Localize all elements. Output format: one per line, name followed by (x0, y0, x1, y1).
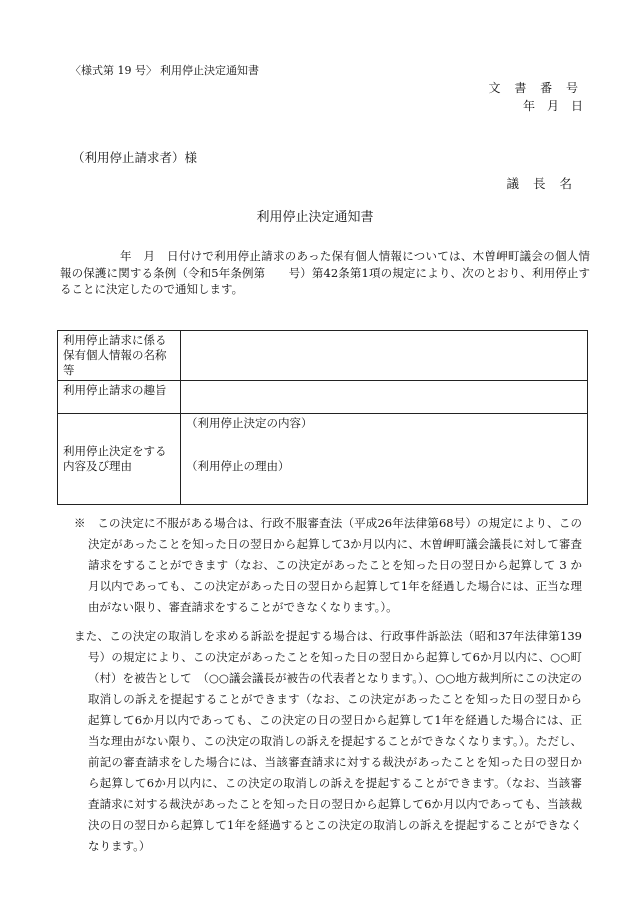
decision-reason-label: （利用停止の理由） (186, 458, 290, 473)
table-row (58, 413, 588, 504)
table-value-info-name (181, 331, 588, 381)
lawsuit-notice: また、この決定の取消しを求める訴訟を提起する場合は、行政事件訴訟法（昭和37年法律第139号）の規定により、この決定があったことを知った日の翌日から起算して6か月以内に、○○町（村）を被告として （○○議会議長が被告の代表者となります。）、○○地方裁判所にこの決定の取消しの訴えを提起することができます（なお、この決定があったことを知った日の翌日から起算して6か月以内であっても、この決定の日の翌日から起算して1年を経過した場合には、正当な理由がない限り、この決定の取消しの訴えを提起することができなくなります。）。ただし、前記の審査請求をした場合には、当該審査請求に対する裁決があったことを知った日の翌日から起算して6か月以内に、この決定の取消しの訴えを提起することができます。（なお、当該審査請求に対する裁決があったことを知った日の翌日から起算して6か月以内であっても、当該裁決の日の翌日から起算して1年を経過するとこの決定の取消しの訴えを提起することができなくなります。） (74, 629, 582, 853)
form-number-label: 〈様式第 19 号〉 (70, 64, 157, 77)
recipient-name: （利用停止請求者）様 (72, 150, 198, 165)
table-label-decision-reason: 利用停止決定をする内容及び理由 (58, 413, 181, 504)
decision-content-label: （利用停止決定の内容） (186, 415, 313, 430)
table-value-decision-reason (181, 413, 588, 504)
intro-paragraph: 年 月 日付けで利用停止請求のあった保有個人情報については、木曽岬町議会の個人情報の保護に関する条例（令和5年条例第 号）第42条第1項の規定により、次のとおり、利用停止することに決定したので通知します。 (60, 249, 590, 296)
sender-name: 議 長 名 (506, 176, 577, 191)
document-title: 利用停止決定通知書 (256, 210, 374, 225)
table-row (58, 380, 588, 413)
table-label-request-purpose: 利用停止請求の趣旨 (58, 380, 181, 413)
appeal-notice: ※ この決定に不服がある場合は、行政不服審査法（平成26年法律第68号）の規定により、この決定があったことを知った日の翌日から起算して3か月以内に、木曽岬町議会議長に対して審査請求をすることができます（なお、この決定があったことを知った日の翌日から起算して 3 か月以内であっても、この決定があった日の翌日から起算して1年を経過した場合には、正当な理由がない限り、審査請求をすることができなくなります。）。 (74, 516, 582, 614)
document-number: 文 書 番 号 (488, 81, 583, 95)
table-value-request-purpose (181, 380, 588, 413)
document-date: 年 月 日 (522, 99, 583, 113)
table-label-info-name: 利用停止請求に係る保有個人情報の名称等 (58, 331, 181, 381)
decision-table (57, 330, 588, 505)
form-title-label: 利用停止決定通知書 (160, 64, 259, 77)
table-row (58, 331, 588, 381)
